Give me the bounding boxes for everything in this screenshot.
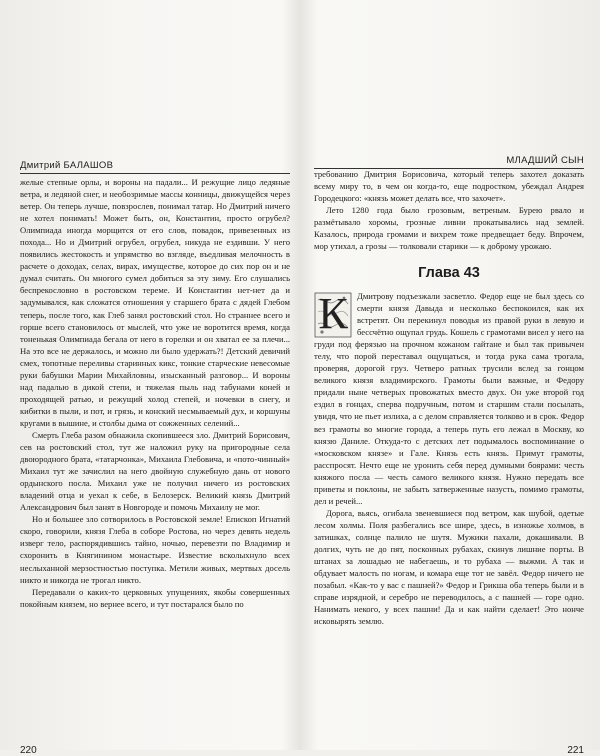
chapter-first-text: Дмитрову подъезжали засветло. Федор еще не был здесь со смерти князя Давыда и несколько беспокоился, как их встретят. Он перекинул поводья из правой руки в левую и бессчётно ощупал грудь. Кошель с грамотами висел у него на груди под ферязью на прочном кожаном гайтане и был так привычен телу, что порой переставал ощущаться, и тогда рука сама трогала, проверяя, дорогой груз. Четверо ратных трусили вслед за гонцом великого князя владимирского. Грамоты были важные, и Федору придали ныне четверых провожатых вместо двух. Он уже второй год ездил в гонцах, сперва подручным, потом и старшим стали посылать, увидя, что не пьет излиха, а с делом справляется толково и в срок. Федор вез грамоты во многие города, а теперь путь его лежал в Москву, ко князю Даниле. Откуда-то с детских лет подымалось воспоминание о «московском князе» и Гале. Князь есть князь. Примут грамоты, расспросят. Нечто еще не уронить себя перед думными боярами: честь княжого посла — честь самого великого князя. Нужно передать все приветы и поклоны, не забыть затверженные назусть, помимо грамоты, дел и речей... — [314, 291, 584, 506]
page-number-right: 221 — [567, 745, 584, 756]
paragraph: Но и большее зло сотворилось в Ростовской земле! Епископ Игнатий скоро, говорили, князя Глеба в соборе Ростова, но через девять недель изверг тело, распорядившись тайно, ночью, перевезти по Владимир и схоронить в Княгинином монастыре. Известие всколыхнуло всех неслыханной мерзостностью поступка. Метили живых, мертвых досель никто и никогда не трогал никто. — [20, 514, 290, 585]
right-top-text — [314, 168, 584, 252]
paragraph: Лето 1280 года было грозовым, ветреным. Бурею рвало и размётывало хоромы, грозные ливни прокатывались над землей. Казалось, природа громами и вихрем тоже предвещает беду. Впрочем, мор утихал, а грозы — толковали старики — к доброму урожаю. — [314, 205, 584, 252]
dropcap — [314, 289, 352, 338]
left-body-text — [20, 176, 290, 610]
paragraph: Дорога, вьясь, огибала звеневшиеся под ветром, как шубой, одетые лесом холмы. Поля разбегались все шире, здесь, в изножье холмов, в затишках, солнце палило не шутя. Мужики пахали, докашивали. В долгих, чуть не до пят, посконных рубахах, скинув лишние порты. В штанах за лошадью не набегаешь, и то рубаха — выжми. А так и обдувает малость по ногам, и комара еще тот не завёл. Федор ничего не позабыл. «Как-то у вас с пашней?» Федор и Грикша оба теперь были и в справе изрядной, и серебро не переводилось, а с пашней — горе одно. Нанимать некого, у всех пашни! Да и как найти сделает! Это нонче исковырять землю. — [314, 507, 584, 627]
running-head-right: МЛАДШИЙ СЫН — [314, 155, 584, 169]
chapter-body — [314, 290, 584, 627]
dropcap-letter: К — [318, 289, 348, 338]
paragraph: Смерть Глеба разом обнажила скопившееся зло. Дмитрий Борисович, сев на ростовский стол, тут же наложил руку на пригородные села двоюродного брата, «татарчонка», Михаила Глебовича, и «пото-чинный» Михаил тут же зачислил на него двойную служебную дань от нового ордынского посла. Михаил уже не получил ничего из ростовских владений отца и уехал к себе, в Белозерск. Великий князь Дмитрий Александрович был занят в Новгороде и помочь Михаилу не мог. — [20, 429, 290, 513]
chapter-title: Глава 43 — [418, 265, 480, 281]
page-number-left: 220 — [20, 745, 37, 756]
right-page — [314, 0, 584, 756]
chapter-first-paragraph — [314, 290, 584, 507]
paragraph: требованию Дмитрия Борисовича, который теперь захотел доказать всему миру то, в чем он когда-то, еще подростком, убеждал Андрея Городецкого: «князь может делать все, что захочет». — [314, 169, 584, 204]
running-head-left: Дмитрий БАЛАШОВ — [20, 160, 290, 174]
paragraph: желые степные орлы, и вороны на падали... И режущие лицо ледяные ветра, и ледяной снег, и необозримые массы конницы, движущейся через ветер. Он теперь лучше, повзрослев, понимал татар. Но Дмитрий ничего не хотел понимать! Может быть, он, Константин, просто огрубел? Олимпиада иногда морщится от его слов, повадок, привезенных из похода... Но и Дмитрий огрубел, огрубел, никуда не ездивши. У него появились жестокость и упрямство во взгляде, въедливая мелочность в расчете о доходах, селах, вирах, имуществе, которое до сих пор он и не думал считать. Он многого сумел добиться за эту зиму. Его слушались беспрекословно в ростовском тереме. И Константин нет-нет да и задумывался, как сложатся отношения у старшего брата с дядей Глебом теперь, после того, как Глеб занял ростовский стол. Но страннее всего и горше всего становилось от мыслей, что уже не воротится время, когда тоненькая Олимпиада бегала от него в горелки и он хватал ее за плечи... На это все не держалось, и можно ли было удержать?! Детский девичий смех, топотные переливы старинных кикс, тонкие старческие невесомые руки бабушки Марии Михайловны, изысканный разговор... И вороны над падалью в дикой степи, и тяжелая пыль над табунами коней и проходящей ратью, и режущий холод степей, и ночевки в снегу, и кибитки в пыли, и пот, и грязь, и конский несмываемый дух, и коршуны кругами в вышине, и столбы дыма от сожженных селений... — [20, 177, 290, 428]
paragraph: Передавали о каких-то церковных упущениях, якобы совершенных покойным князем, но вернее всего, и тут постарался было по — [20, 586, 290, 609]
left-page — [20, 0, 290, 756]
